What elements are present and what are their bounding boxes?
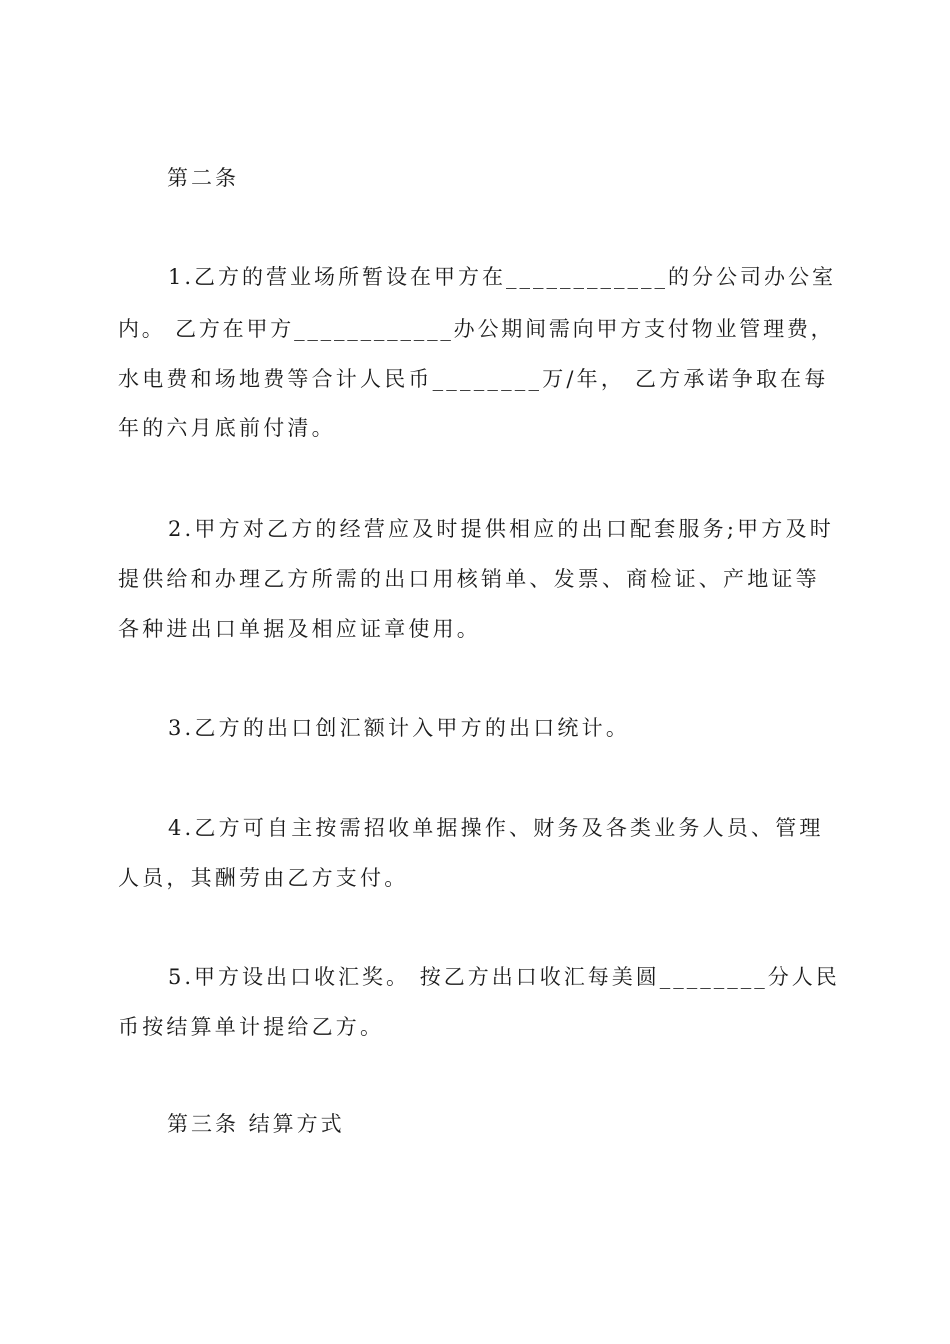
clause-1-line-3: 水电费和场地费等合计人民币________万/年， 乙方承诺争取在每 — [118, 367, 829, 391]
clause-5-line-1: 5.甲方设出口收汇奖。 按乙方出口收汇每美圆________分人民 — [168, 965, 840, 989]
clause-1-line-1: 1.乙方的营业场所暂设在甲方在____________的分公司办公室 — [168, 265, 837, 289]
clause-1-line-4: 年的六月底前付清。 — [118, 416, 336, 440]
article-2-heading: 第二条 — [167, 166, 239, 190]
clause-4-line-2: 人员，其酬劳由乙方支付。 — [118, 866, 409, 890]
clause-2-line-2: 提供给和办理乙方所需的出口用核销单、发票、商检证、产地证等 — [118, 567, 820, 591]
clause-4-line-1: 4.乙方可自主按需招收单据操作、财务及各类业务人员、管理 — [168, 816, 824, 840]
clause-1-line-2: 内。 乙方在甲方____________办公期间需向甲方支付物业管理费， — [118, 317, 835, 341]
clause-2-line-3: 各种进出口单据及相应证章使用。 — [118, 617, 481, 641]
clause-3-line-1: 3.乙方的出口创汇额计入甲方的出口统计。 — [168, 716, 631, 740]
clause-2-line-1: 2.甲方对乙方的经营应及时提供相应的出口配套服务;甲方及时 — [168, 517, 834, 541]
article-3-heading: 第三条 结算方式 — [167, 1112, 345, 1136]
clause-5-line-2: 币按结算单计提给乙方。 — [118, 1015, 385, 1039]
